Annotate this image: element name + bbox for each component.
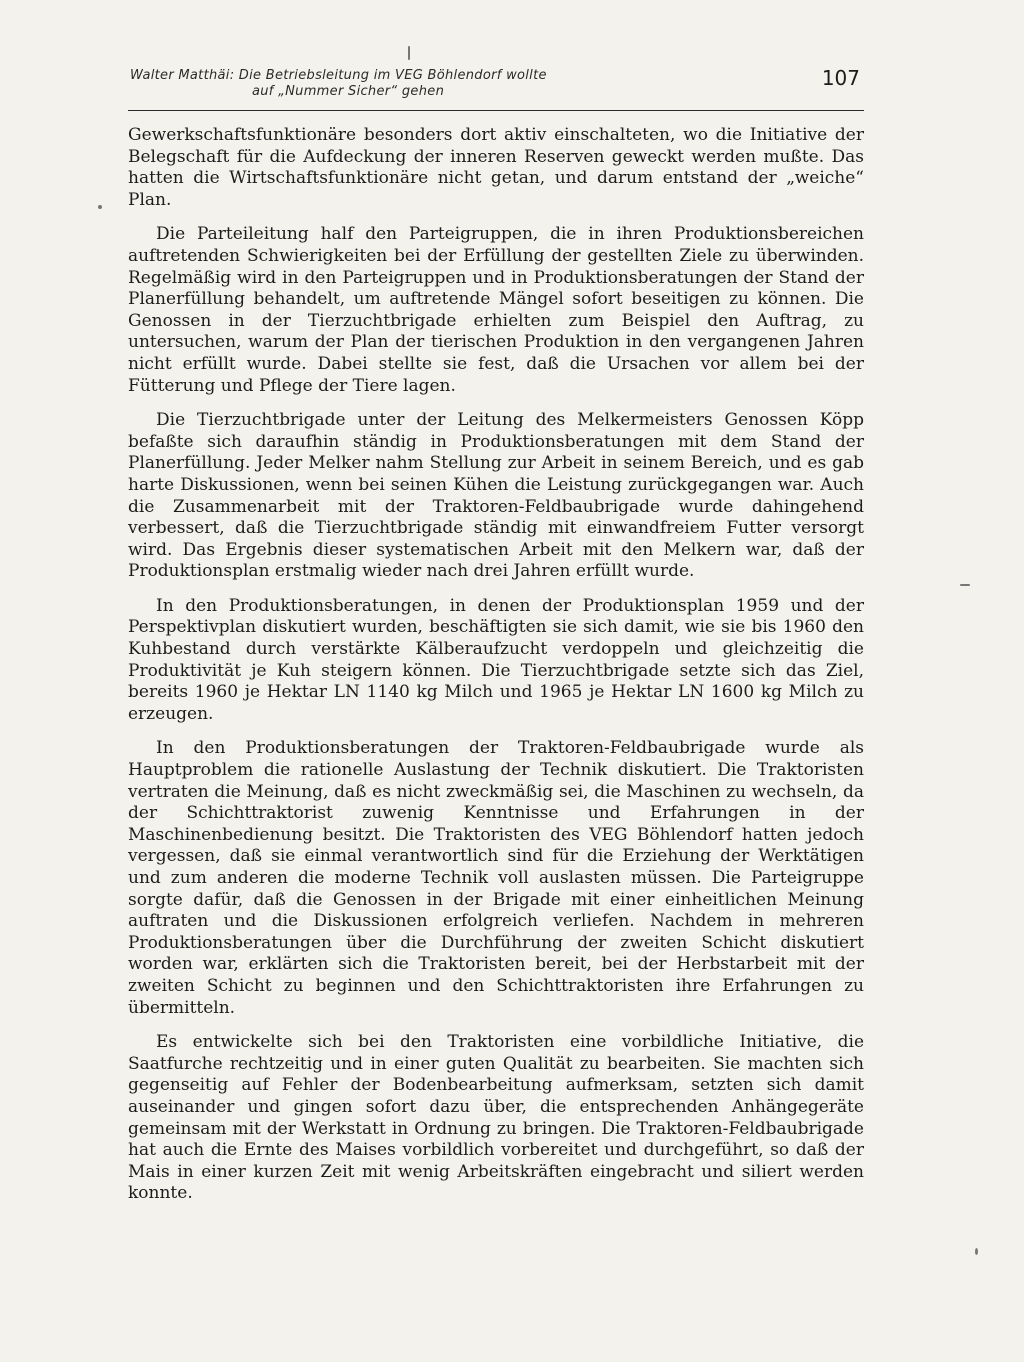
paragraph-4: In den Produktionsberatungen, in denen der Produktionsplan 1959 und der Perspektivplan diskutiert wurden, beschäftigten sie sich damit, wie sie bis 1960 den Kuhbestand durch verstärkte Kälberaufzucht verdoppeln und gleichzeitig die Produktivität je Kuh steigern können. Die Tierzuchtbrigade setzte sich das Ziel, bereits 1960 je Hektar LN 1140 kg Milch und 1965 je Hektar LN 1600 kg Milch zu erzeugen. [128,595,864,724]
scan-speck [408,46,410,60]
page-number: 107 [821,66,860,90]
paragraph-6: Es entwickelte sich bei den Traktoristen eine vorbildliche Initiative, die Saatfurche rechtzeitig und in einer guten Qualität zu bearbeiten. Sie machten sich gegenseitig auf Fehler der Bodenbearbeitung aufmerksam, setzten sich damit auseinander und gingen sofort dazu über, die entsprechenden Anhängegeräte gemeinsam mit der Werkstatt in Ordnung zu bringen. Die Traktoren-Feldbaubrigade hat auch die Ernte des Maises vorbildlich vorbereitet und durchgeführt, so daß der Mais in einer kurzen Zeit mit wenig Arbeitskräften eingebracht und siliert werden konnte. [128,1032,864,1204]
book-page [128,64,864,1304]
paragraph-3: Die Tierzuchtbrigade unter der Leitung des Melkermeisters Genossen Köpp befaßte sich daraufhin ständig in Produktionsberatungen mit dem Stand der Planerfüllung. Jeder Melker nahm Stellung zur Arbeit in seinem Bereich, und es gab harte Diskussionen, wenn bei seinen Kühen die Leistung zurückgegangen war. Auch die Zusammenarbeit mit der Traktoren-Feldbaubrigade wurde dahingehend verbessert, daß die Tierzuchtbrigade ständig mit einwandfreiem Futter versorgt wird. Das Ergebnis dieser systematischen Arbeit mit den Melkern war, daß der Produktionsplan erstmalig wieder nach drei Jahren erfüllt wurde. [128,410,864,582]
paragraph-1: Gewerkschaftsfunktionäre besonders dort aktiv einschalteten, wo die Initiative der Belegschaft für die Aufdeckung der inneren Reserven geweckt werden mußte. Das hatten die Wirtschaftsfunktionäre nicht getan, und darum entstand der „weiche“ Plan. [128,125,864,210]
scan-speck [960,584,970,586]
body-text [128,125,864,1205]
paragraph-5: In den Produktionsberatungen der Traktoren-Feldbaubrigade wurde als Hauptproblem die rationelle Auslastung der Technik diskutiert. Die Traktoristen vertraten die Meinung, daß es nicht zweckmäßig sei, die Maschinen zu wechseln, da der Schichttraktorist zuwenig Kenntnisse und Erfahrungen in der Maschinenbedienung besitzt. Die Traktoristen des VEG Böhlendorf hatten jedoch vergessen, daß sie einmal verantwortlich sind für die Erziehung der Werktätigen und zum anderen die moderne Technik voll auslasten müssen. Die Parteigruppe sorgte dafür, daß die Genossen in der Brigade mit einer einheitlichen Meinung auftraten und die Diskussionen erfolgreich verliefen. Nachdem in mehreren Produktionsberatungen über die Durchführung der zweiten Schicht diskutiert worden war, erklärten sich die Traktoristen bereit, bei der Herbstarbeit mit der zweiten Schicht zu beginnen und den Schichttraktoristen ihre Erfahrungen zu übermitteln. [128,738,864,1018]
running-head [130,68,750,100]
scan-speck [98,205,102,209]
running-head-line-1: Walter Matthäi: Die Betriebsleitung im VEG Böhlendorf wollte [130,68,547,83]
page-header [128,64,864,111]
paragraph-2: Die Parteileitung half den Parteigruppen, die in ihren Produktionsbereichen auftretenden Schwierigkeiten bei der Erfüllung der gestellten Ziele zu überwinden. Regelmäßig wird in den Parteigruppen und in Produktionsberatungen der Stand der Planerfüllung behandelt, um auftretende Mängel sofort beseitigen zu können. Die Genossen in der Tierzuchtbrigade erhielten zum Beispiel den Auftrag, zu untersuchen, warum der Plan der tierischen Produktion in den vergangenen Jahren nicht erfüllt wurde. Dabei stellte sie fest, daß die Ursachen vor allem bei der Fütterung und Pflege der Tiere lagen. [128,224,864,396]
scan-speck [975,1248,978,1255]
running-head-line-2: auf „Nummer Sicher“ gehen [252,84,445,99]
